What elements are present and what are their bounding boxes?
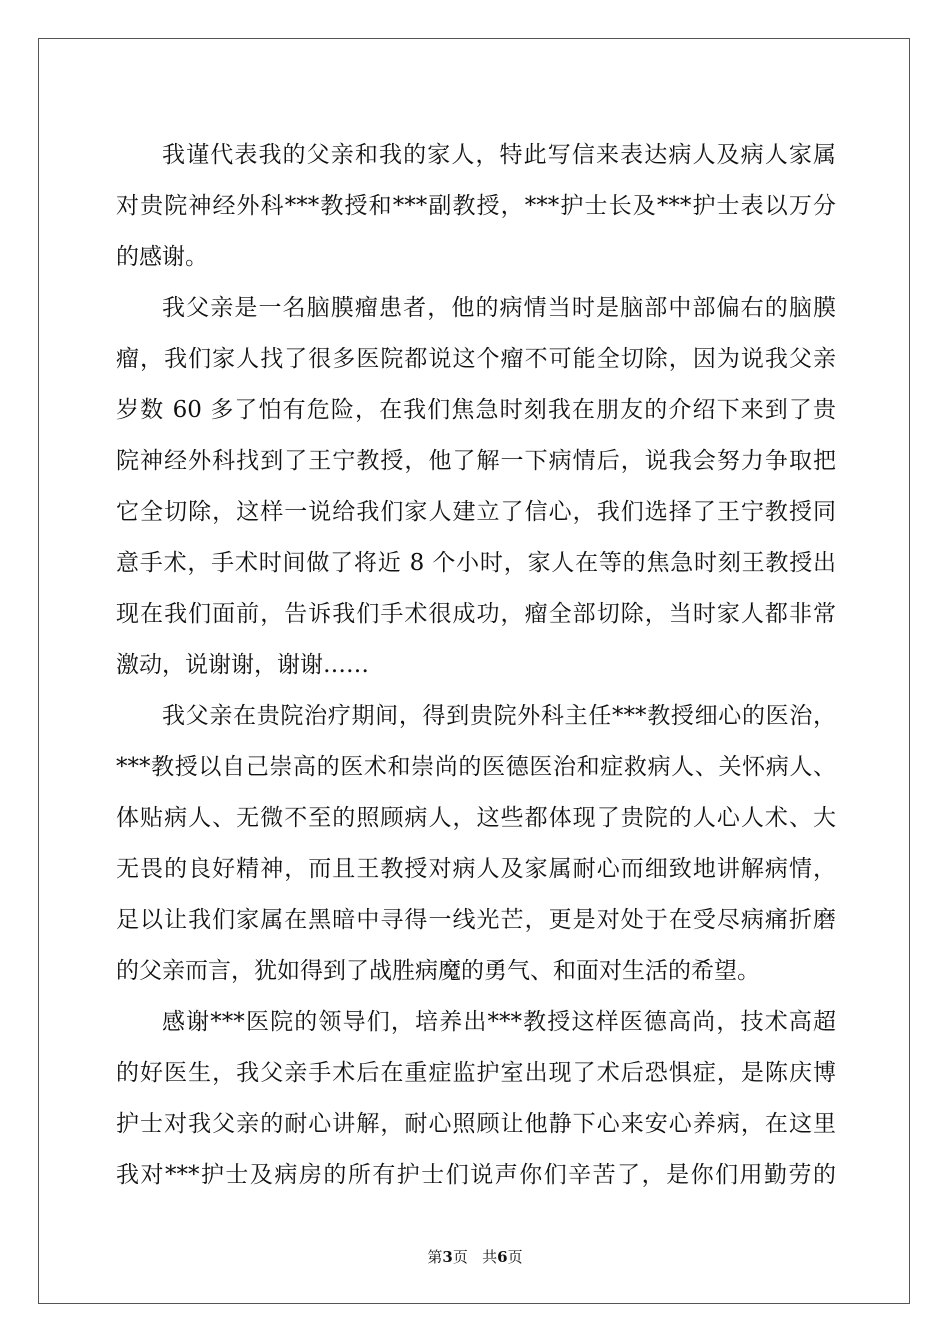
paragraph-4-line-1: 感谢***医院的领导们，培养出***教授这样医德高尚，技术高超 — [162, 1009, 836, 1035]
paragraph-1-line-3: 的感谢。 — [116, 244, 208, 270]
paragraph-1-line-1: 我谨代表我的父亲和我的家人，特此写信来表达病人及病人家属 — [162, 142, 836, 168]
paragraph-2-line-5: 它全切除，这样一说给我们家人建立了信心，我们选择了王宁教授同 — [116, 499, 836, 525]
total-label-prefix: 共 — [482, 1248, 498, 1266]
current-page-number: 3 — [442, 1248, 453, 1266]
paragraph-2-line-7: 现在我们面前，告诉我们手术很成功，瘤全部切除，当时家人都非常 — [116, 601, 836, 627]
paragraph-3-line-6: 的父亲而言，犹如得到了战胜病魔的勇气、和面对生活的希望。 — [116, 958, 760, 984]
paragraph-3-line-1: 我父亲在贵院治疗期间，得到贵院外科主任***教授细心的医治， — [162, 703, 836, 729]
paragraph-3-line-3: 体贴病人、无微不至的照顾病人，这些都体现了贵院的人心人术、大 — [116, 805, 836, 831]
paragraph-4-line-2: 的好医生，我父亲手术后在重症监护室出现了术后恐惧症，是陈庆博 — [116, 1060, 836, 1086]
paragraph-2-line-4: 院神经外科找到了王宁教授，他了解一下病情后，说我会努力争取把 — [116, 448, 836, 474]
paragraph-4-line-3: 护士对我父亲的耐心讲解，耐心照顾让他静下心来安心养病，在这里 — [116, 1111, 836, 1137]
paragraph-3-line-2: ***教授以自己崇高的医术和崇尚的医德医治和症救病人、关怀病人、 — [116, 754, 836, 780]
total-pages-number: 6 — [497, 1248, 508, 1266]
total-label-suffix: 页 — [507, 1248, 523, 1266]
letter-body — [116, 130, 836, 1201]
paragraph-3-line-5: 足以让我们家属在黑暗中寻得一线光芒，更是对处于在受尽病痛折磨 — [116, 907, 836, 933]
paragraph-4-line-4: 我对***护士及病房的所有护士们说声你们辛苦了，是你们用勤劳的 — [116, 1162, 836, 1188]
page-label-suffix: 页 — [452, 1248, 468, 1266]
paragraph-2-line-2: 瘤，我们家人找了很多医院都说这个瘤不可能全切除，因为说我父亲 — [116, 346, 836, 372]
paragraph-2-line-6: 意手术，手术时间做了将近 8 个小时，家人在等的焦急时刻王教授出 — [116, 550, 836, 576]
paragraph-2-line-1: 我父亲是一名脑膜瘤患者，他的病情当时是脑部中部偏右的脑膜 — [162, 295, 836, 321]
paragraph-2-line-8: 激动，说谢谢，谢谢…… — [116, 652, 369, 678]
paragraph-3-line-4: 无畏的良好精神，而且王教授对病人及家属耐心而细致地讲解病情， — [116, 856, 836, 882]
paragraph-2-line-3: 岁数 60 多了怕有危险，在我们焦急时刻我在朋友的介绍下来到了贵 — [116, 397, 836, 423]
page-label-prefix: 第 — [427, 1248, 443, 1266]
page-footer — [0, 1248, 950, 1266]
paragraph-1-line-2: 对贵院神经外科***教授和***副教授，***护士长及***护士表以万分 — [116, 193, 836, 219]
